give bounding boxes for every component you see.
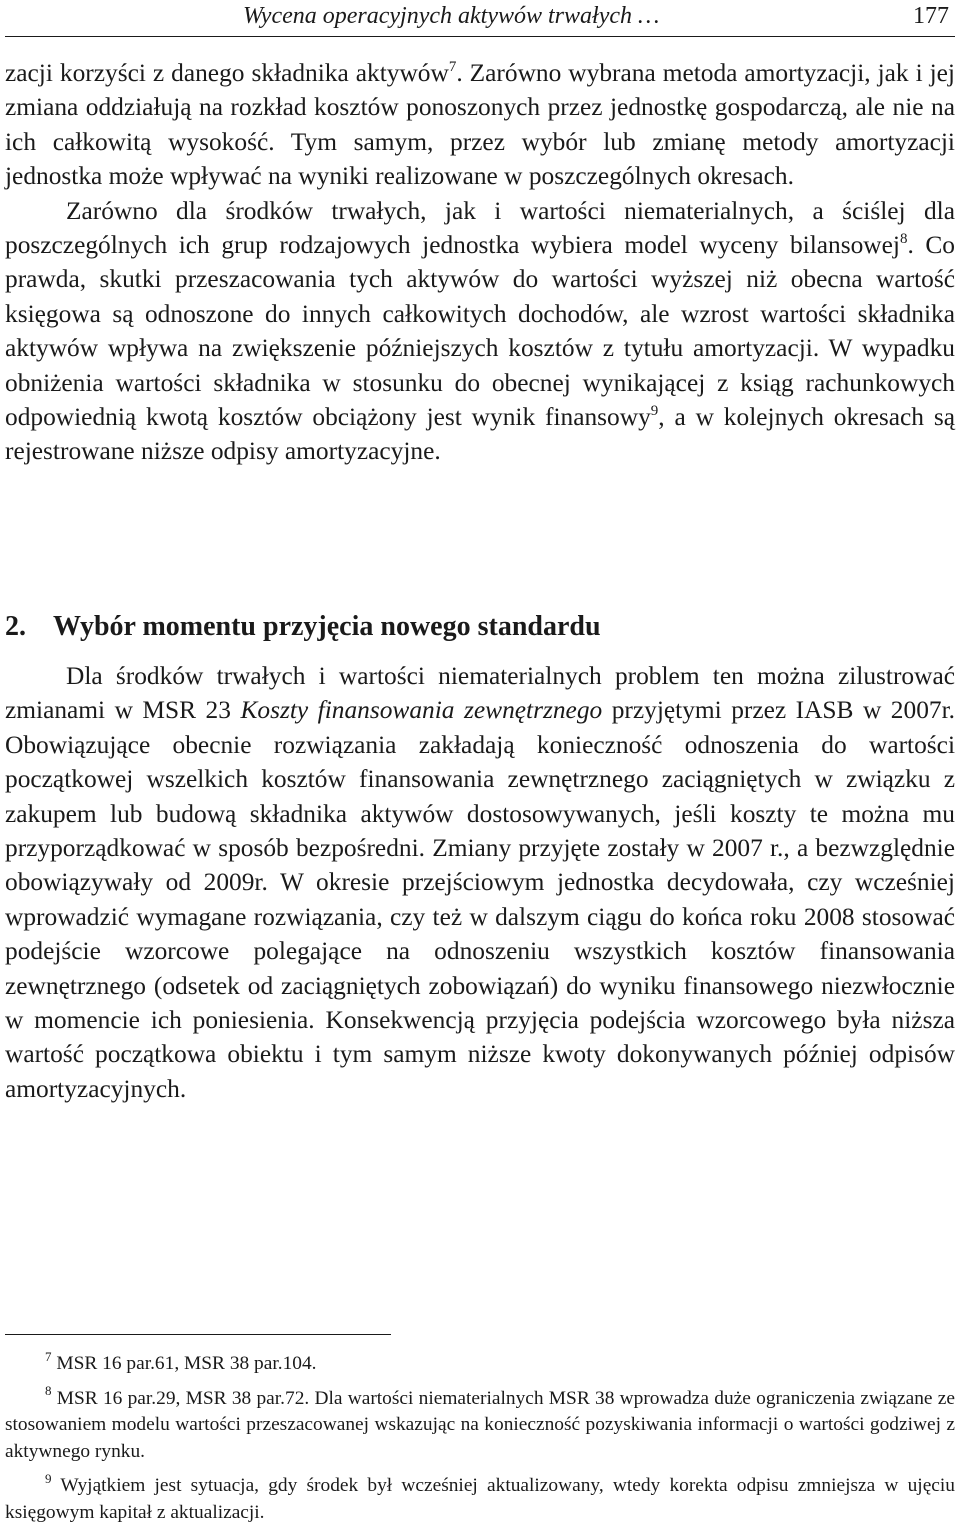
section-heading [5,607,601,647]
footnote-7 [5,1348,955,1378]
paragraph-1 [5,56,955,194]
paragraph-1-text-a: zacji korzyści z danego składnika aktywów [5,59,449,87]
paragraph-3 [5,659,955,1106]
footnote-text: Wyjątkiem jest sytuacja, gdy środek był wcześniej aktualizowany, wtedy korekta odpisu zmniejsza w ujęciu księgowym kapitał z aktualizacji. [5,1475,955,1523]
section-number: 2. [5,611,26,642]
section-body [5,659,955,1106]
footnote-ref-7[interactable]: 7 [448,58,457,75]
footnote-8 [5,1383,955,1466]
paragraph-3-text-a: Dla środków trwałych i wartości niematerialnych problem ten można zilustrować zmianami w MSR 23 [5,662,955,725]
paragraph-1-text-b: . Zarówno wybrana metoda amortyzacji, jak i jej zmiana oddziałują na rozkład kosztów ponoszonych przez jednostkę gospodarczą, ale nie na ich całkowitą wysokość. Tym samym, przez wybór lub zmianę metody amortyzacji jednostka może wpływać na wyniki realizowane w poszczególnych okresach. [5,59,955,191]
footnote-ref-8[interactable]: 8 [899,230,908,247]
footnote-ref-9[interactable]: 9 [650,402,659,419]
body-text [5,56,955,469]
paragraph-2 [5,194,955,469]
footnote-number: 9 [45,1470,52,1486]
footnotes [5,1348,955,1534]
footnote-text: MSR 16 par.61, MSR 38 par.104. [51,1353,317,1374]
page-number: 177 [913,3,949,29]
paragraph-2-text-a: Zarówno dla środków trwałych, jak i wartości niematerialnych, a ściślej dla poszczególnych ich grup rodzajowych jednostka wybiera model wyceny bilansowej [5,196,955,260]
footnote-number: 8 [45,1383,52,1399]
footnote-text: MSR 16 par.29, MSR 38 par.72. Dla wartości niematerialnych MSR 38 wprowadza duże ograniczenia związane ze stosowaniem modelu wartości przeszacowanej wskazując na konieczność pozyskiwania informacji o wartości godziwej z aktywnego rynku. [5,1387,955,1462]
footnote-9 [5,1470,955,1526]
section-title: Wybór momentu przyjęcia nowego standardu [53,611,601,642]
footnote-separator [5,1334,391,1335]
running-header [5,0,955,37]
standard-title-italic: Koszty finansowania zewnętrznego [240,696,603,725]
paragraph-2-text-b: . Co prawda, skutki przeszacowania tych aktywów do wartości wyższej niż obecna wartość księgowa są odnoszone do innych całkowitych dochodów, ale wzrost wartości składnika aktywów wpływa na zwiększenie późniejszych kosztów z tytułu amortyzacji. W wypadku obniżenia wartości składnika w stosunku do obecnej wynikającej z ksiąg rachunkowych odpowiednią kwotą kosztów obciążony jest wynik finansowy [5,231,956,432]
running-title: Wycena operacyjnych aktywów trwałych … [243,3,660,29]
paragraph-2-text-c: , a w kolejnych okresach są rejestrowane niższe odpisy amortyzacyjne. [5,403,956,466]
footnote-number: 7 [45,1348,52,1364]
paragraph-3-text-b: przyjętymi przez IASB w 2007r. Obowiązujące obecnie rozwiązania zakładają konieczność odnoszenia do wartości początkowej wszelkich kosztów finansowania zewnętrznego zaciągniętych w związku z zakupem lub budową składnika aktywów dostosowywanych, jeśli koszty te można mu przyporządkować w sposób bezpośredni. Zmiany przyjęte zostały w 2007 r., a bezwzględnie obowiązywały od 2009r. W okresie przejściowym jednostka decydowała, czy wcześniej wprowadzić wymagane rozwiązania, czy też w dalszym ciągu do końca roku 2008 stosować podejście wzorcowe polegające na odnoszeniu wszystkich kosztów finansowania zewnętrznego (odsetek od zaciągniętych zobowiązań) do wyniku finansowego niezwłocznie w momencie ich poniesienia. Konsekwencją przyjęcia podejścia wzorcowego była niższa wartość początkowa obiektu i tym samym niższe kwoty dokonywanych później odpisów amortyzacyjnych. [5,696,955,1103]
